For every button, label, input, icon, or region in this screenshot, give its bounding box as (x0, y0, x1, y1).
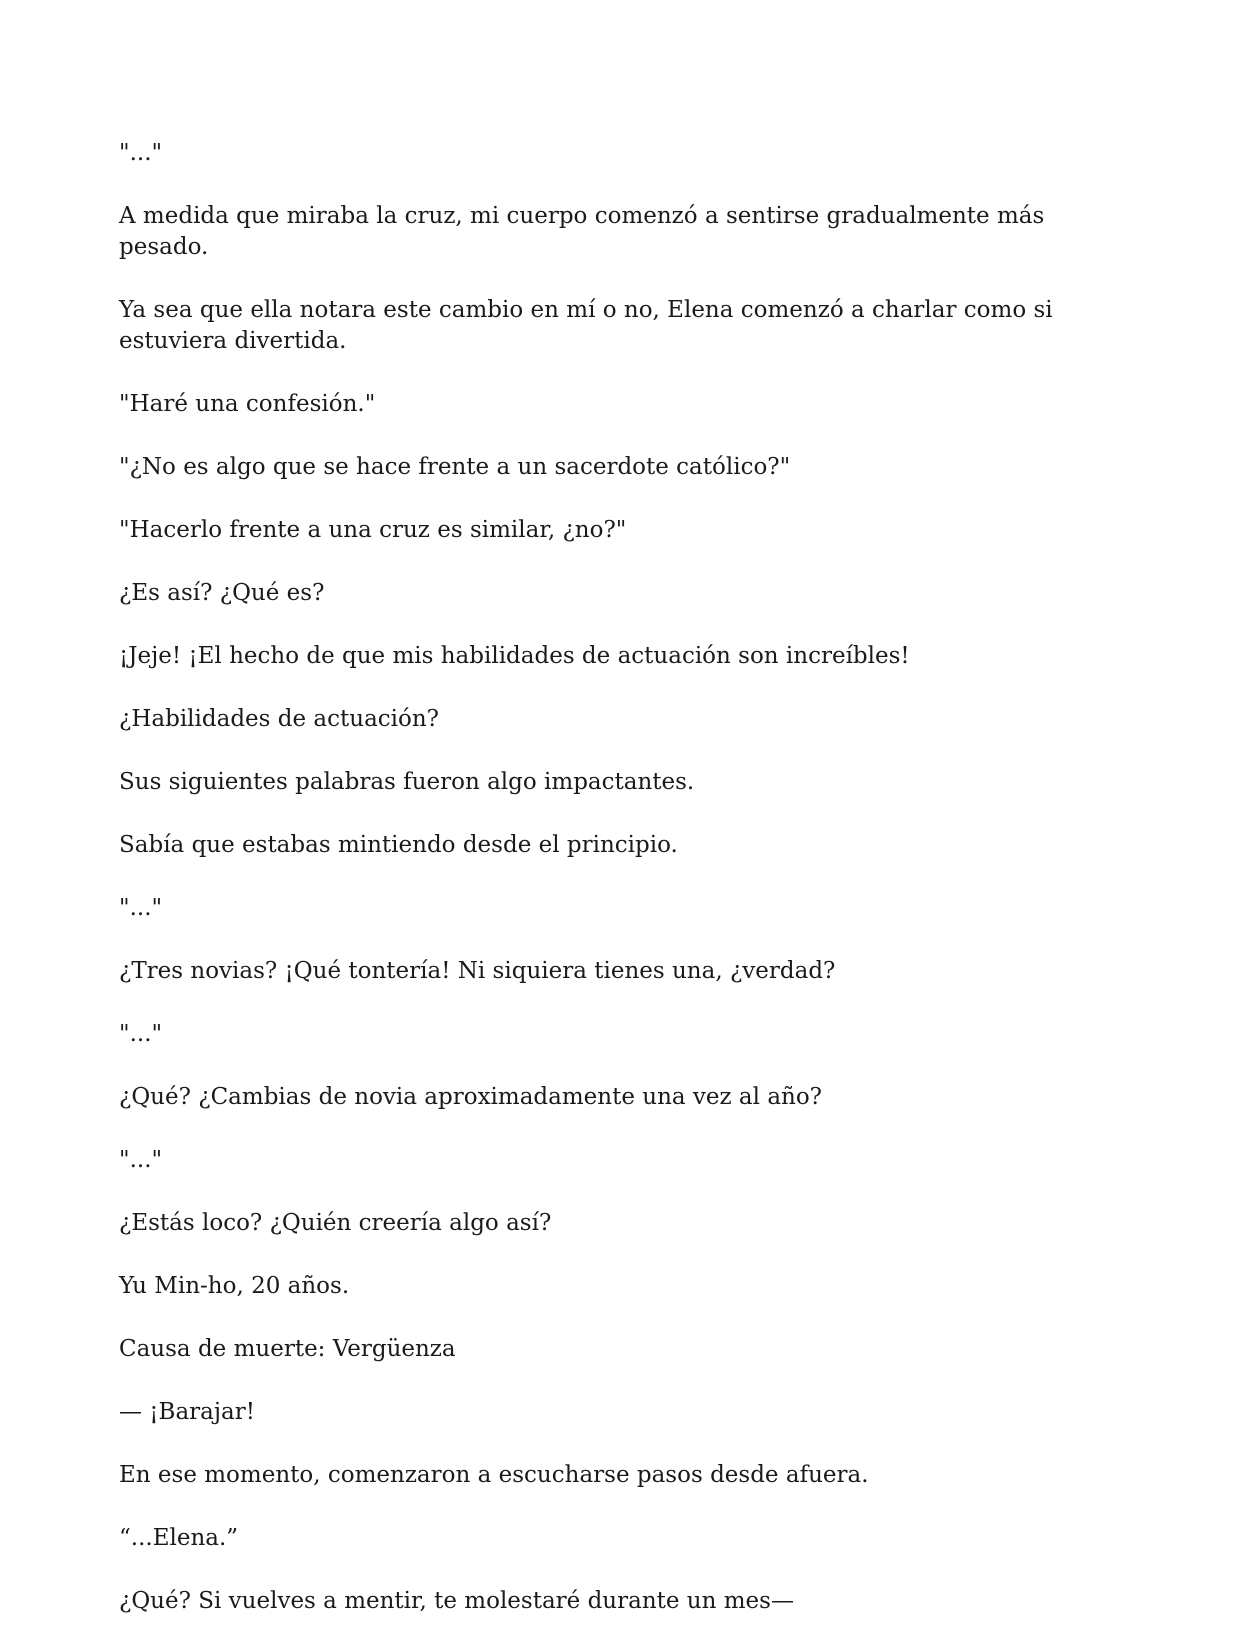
paragraph-2: A medida que miraba la cruz, mi cuerpo comenzó a sentirse gradualmente más pesado. (119, 203, 1045, 260)
paragraph-23: ¿Qué? Si vuelves a mentir, te molestaré durante un mes— (119, 1588, 794, 1614)
paragraph-22: “...Elena.” (119, 1525, 239, 1551)
paragraph-21: En ese momento, comenzaron a escucharse pasos desde afuera. (119, 1462, 869, 1488)
paragraph-15: ¿Qué? ¿Cambias de novia aproximadamente una vez al año? (119, 1084, 823, 1110)
paragraph-16: "..." (119, 1147, 163, 1173)
document-body (119, 138, 1129, 1649)
paragraph-3: Ya sea que ella notara este cambio en mí o no, Elena comenzó a charlar como si estuviera divertida. (119, 297, 1053, 354)
paragraph-10: Sus siguientes palabras fueron algo impactantes. (119, 769, 695, 795)
paragraph-19: Causa de muerte: Vergüenza (119, 1336, 456, 1362)
paragraph-1: "..." (119, 140, 163, 166)
paragraph-20: — ¡Barajar! (119, 1399, 255, 1425)
paragraph-12: "..." (119, 895, 163, 921)
paragraph-14: "..." (119, 1021, 163, 1047)
paragraph-9: ¿Habilidades de actuación? (119, 706, 440, 732)
paragraph-8: ¡Jeje! ¡El hecho de que mis habilidades de actuación son increíbles! (119, 643, 910, 669)
paragraph-18: Yu Min-ho, 20 años. (119, 1273, 350, 1299)
paragraph-5: "¿No es algo que se hace frente a un sacerdote católico?" (119, 454, 791, 480)
paragraph-13: ¿Tres novias? ¡Qué tontería! Ni siquiera tienes una, ¿verdad? (119, 958, 836, 984)
paragraph-11: Sabía que estabas mintiendo desde el principio. (119, 832, 678, 858)
paragraph-6: "Hacerlo frente a una cruz es similar, ¿no?" (119, 517, 627, 543)
paragraph-17: ¿Estás loco? ¿Quién creería algo así? (119, 1210, 552, 1236)
paragraph-4: "Haré una confesión." (119, 391, 376, 417)
paragraph-7: ¿Es así? ¿Qué es? (119, 580, 325, 606)
